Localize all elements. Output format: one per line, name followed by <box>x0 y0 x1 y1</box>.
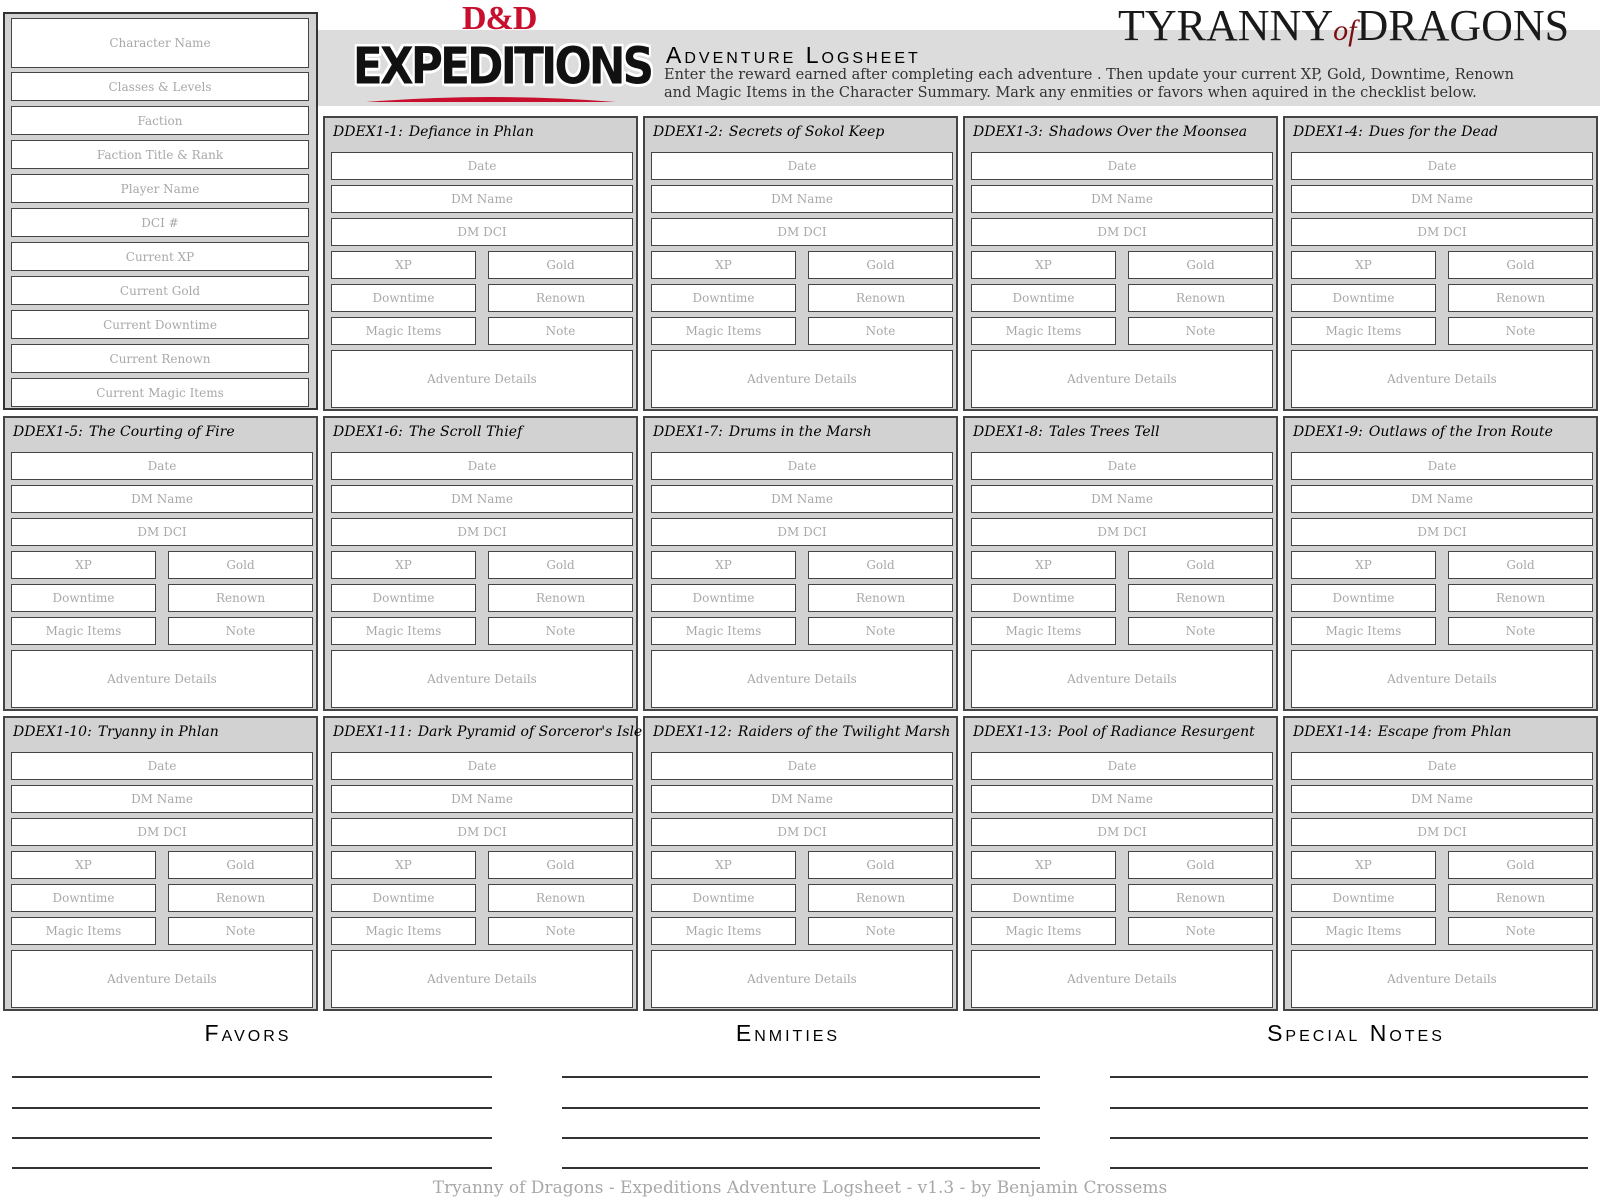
expeditions-swoosh <box>366 94 616 104</box>
downtime-field[interactable]: Downtime <box>331 284 476 312</box>
note-field[interactable]: Note <box>1448 317 1593 345</box>
special-note-line[interactable] <box>1110 1167 1588 1169</box>
enmity-line[interactable] <box>562 1167 1040 1169</box>
note-field[interactable]: Note <box>488 617 633 645</box>
gold-field[interactable]: Gold <box>808 551 953 579</box>
note-field[interactable]: Note <box>1128 917 1273 945</box>
note-field[interactable]: Note <box>1448 917 1593 945</box>
adventure-details-field[interactable]: Adventure Details <box>331 650 633 708</box>
adventure-code: DDEX1-14: <box>1293 724 1372 740</box>
adventure-name: Tales Trees Tell <box>1048 424 1160 440</box>
dm-name-field[interactable]: DM Name <box>1291 785 1593 813</box>
adventure-name: Secrets of Sokol Keep <box>728 124 885 140</box>
gold-field[interactable]: Gold <box>1448 551 1593 579</box>
date-field[interactable]: Date <box>971 152 1273 180</box>
magic-items-field[interactable]: Magic Items <box>971 617 1116 645</box>
renown-field[interactable]: Renown <box>808 884 953 912</box>
downtime-field[interactable]: Downtime <box>1291 584 1436 612</box>
special-note-line[interactable] <box>1110 1137 1588 1139</box>
dm-dci-field[interactable]: DM DCI <box>1291 518 1593 546</box>
renown-field[interactable]: Renown <box>1448 284 1593 312</box>
current-renown-field[interactable]: Current Renown <box>11 344 309 373</box>
adventure-code: DDEX1-4: <box>1293 124 1363 140</box>
gold-field[interactable]: Gold <box>1448 851 1593 879</box>
dm-name-field[interactable]: DM Name <box>1291 185 1593 213</box>
gold-field[interactable]: Gold <box>1128 251 1273 279</box>
adventure-title <box>1293 424 1553 440</box>
tyranny-logo-dragons: DRAGONS <box>1356 1 1570 50</box>
dm-dci-field[interactable]: DM DCI <box>331 218 633 246</box>
xp-field[interactable]: XP <box>971 551 1116 579</box>
dm-dci-field[interactable]: DM DCI <box>11 818 313 846</box>
adventure-details-field[interactable]: Adventure Details <box>971 350 1273 408</box>
note-field[interactable]: Note <box>1448 617 1593 645</box>
current-xp-field[interactable]: Current XP <box>11 242 309 271</box>
adventure-name: Raiders of the Twilight Marsh <box>737 724 951 740</box>
renown-field[interactable]: Renown <box>488 884 633 912</box>
downtime-field[interactable]: Downtime <box>331 584 476 612</box>
note-field[interactable]: Note <box>168 617 313 645</box>
special-note-line[interactable] <box>1110 1107 1588 1109</box>
faction-field[interactable]: Faction <box>11 106 309 135</box>
adventure-title <box>973 424 1160 440</box>
downtime-field[interactable]: Downtime <box>11 584 156 612</box>
adventure-card <box>963 416 1278 711</box>
dm-dci-field[interactable]: DM DCI <box>1291 218 1593 246</box>
adventure-name: Defiance in Phlan <box>408 124 534 140</box>
xp-field[interactable]: XP <box>1291 551 1436 579</box>
downtime-field[interactable]: Downtime <box>331 884 476 912</box>
gold-field[interactable]: Gold <box>488 251 633 279</box>
dm-name-field[interactable]: DM Name <box>651 485 953 513</box>
gold-field[interactable]: Gold <box>168 551 313 579</box>
adventure-card <box>323 416 638 711</box>
adventure-title <box>333 724 642 740</box>
adventure-name: Dark Pyramid of Sorceror's Isle <box>417 724 643 740</box>
magic-items-field[interactable]: Magic Items <box>971 917 1116 945</box>
date-field[interactable]: Date <box>1291 752 1593 780</box>
adventure-code: DDEX1-10: <box>13 724 92 740</box>
renown-field[interactable]: Renown <box>808 584 953 612</box>
dm-dci-field[interactable]: DM DCI <box>651 818 953 846</box>
adventure-title <box>13 424 235 440</box>
favor-line[interactable] <box>12 1167 492 1169</box>
adventure-name: The Courting of Fire <box>88 424 235 440</box>
renown-field[interactable]: Renown <box>488 284 633 312</box>
dm-name-field[interactable]: DM Name <box>971 185 1273 213</box>
date-field[interactable]: Date <box>331 152 633 180</box>
dm-dci-field[interactable]: DM DCI <box>651 518 953 546</box>
dci-field[interactable]: DCI # <box>11 208 309 237</box>
date-field[interactable]: Date <box>651 752 953 780</box>
adventure-code: DDEX1-7: <box>653 424 723 440</box>
downtime-field[interactable]: Downtime <box>971 284 1116 312</box>
favor-line[interactable] <box>12 1137 492 1139</box>
note-field[interactable]: Note <box>808 317 953 345</box>
xp-field[interactable]: XP <box>1291 251 1436 279</box>
xp-field[interactable]: XP <box>971 251 1116 279</box>
dm-name-field[interactable]: DM Name <box>651 785 953 813</box>
dnd-logo: D&D <box>462 0 537 37</box>
adventure-title <box>653 424 872 440</box>
adventure-title <box>13 724 219 740</box>
special-note-line[interactable] <box>1110 1076 1588 1078</box>
dm-name-field[interactable]: DM Name <box>651 185 953 213</box>
gold-field[interactable]: Gold <box>168 851 313 879</box>
gold-field[interactable]: Gold <box>1128 551 1273 579</box>
dm-name-field[interactable]: DM Name <box>971 485 1273 513</box>
gold-field[interactable]: Gold <box>488 551 633 579</box>
magic-items-field[interactable]: Magic Items <box>651 917 796 945</box>
adventure-name: Escape from Phlan <box>1377 724 1512 740</box>
downtime-field[interactable]: Downtime <box>971 584 1116 612</box>
adventure-name: Dues for the Dead <box>1368 124 1499 140</box>
adventure-title <box>1293 724 1511 740</box>
note-field[interactable]: Note <box>808 917 953 945</box>
date-field[interactable]: Date <box>651 152 953 180</box>
page-title: Adventure Logsheet <box>666 42 921 68</box>
adventure-code: DDEX1-3: <box>973 124 1043 140</box>
date-field[interactable]: Date <box>11 452 313 480</box>
current-magic-items-field[interactable]: Current Magic Items <box>11 378 309 407</box>
magic-items-field[interactable]: Magic Items <box>971 317 1116 345</box>
adventure-details-field[interactable]: Adventure Details <box>1291 350 1593 408</box>
xp-field[interactable]: XP <box>651 851 796 879</box>
magic-items-field[interactable]: Magic Items <box>1291 917 1436 945</box>
date-field[interactable]: Date <box>11 752 313 780</box>
adventure-details-field[interactable]: Adventure Details <box>651 950 953 1008</box>
date-field[interactable]: Date <box>651 452 953 480</box>
gold-field[interactable]: Gold <box>808 251 953 279</box>
adventure-title <box>1293 124 1498 140</box>
magic-items-field[interactable]: Magic Items <box>651 317 796 345</box>
adventure-title <box>973 724 1255 740</box>
adventure-details-field[interactable]: Adventure Details <box>1291 950 1593 1008</box>
date-field[interactable]: Date <box>331 452 633 480</box>
renown-field[interactable]: Renown <box>1128 284 1273 312</box>
enmities-heading: Enmities <box>735 1020 841 1046</box>
dm-dci-field[interactable]: DM DCI <box>971 218 1273 246</box>
player-name-field[interactable]: Player Name <box>11 174 309 203</box>
adventure-code: DDEX1-6: <box>333 424 403 440</box>
adventure-details-field[interactable]: Adventure Details <box>651 350 953 408</box>
current-downtime-field[interactable]: Current Downtime <box>11 310 309 339</box>
expeditions-logo: EXPEDITIONS <box>352 36 652 96</box>
xp-field[interactable]: XP <box>331 851 476 879</box>
note-field[interactable]: Note <box>808 617 953 645</box>
xp-field[interactable]: XP <box>1291 851 1436 879</box>
xp-field[interactable]: XP <box>331 551 476 579</box>
adventure-details-field[interactable]: Adventure Details <box>971 950 1273 1008</box>
dm-name-field[interactable]: DM Name <box>11 485 313 513</box>
gold-field[interactable]: Gold <box>808 851 953 879</box>
xp-field[interactable]: XP <box>11 551 156 579</box>
adventure-title <box>333 424 522 440</box>
faction-title-field[interactable]: Faction Title & Rank <box>11 140 309 169</box>
magic-items-field[interactable]: Magic Items <box>651 617 796 645</box>
date-field[interactable]: Date <box>971 752 1273 780</box>
adventure-code: DDEX1-9: <box>1293 424 1363 440</box>
dm-name-field[interactable]: DM Name <box>331 785 633 813</box>
favor-line[interactable] <box>12 1076 492 1078</box>
adventure-name: Tryanny in Phlan <box>97 724 219 740</box>
renown-field[interactable]: Renown <box>1128 584 1273 612</box>
dm-name-field[interactable]: DM Name <box>331 185 633 213</box>
dm-name-field[interactable]: DM Name <box>331 485 633 513</box>
dm-name-field[interactable]: DM Name <box>1291 485 1593 513</box>
dm-dci-field[interactable]: DM DCI <box>331 518 633 546</box>
xp-field[interactable]: XP <box>651 551 796 579</box>
favors-heading: Favors <box>204 1020 292 1046</box>
tyranny-logo-word: TYRANNY <box>1118 1 1334 50</box>
date-field[interactable]: Date <box>1291 152 1593 180</box>
adventure-card <box>323 116 638 411</box>
downtime-field[interactable]: Downtime <box>1291 284 1436 312</box>
downtime-field[interactable]: Downtime <box>971 884 1116 912</box>
adventure-card <box>3 716 318 1011</box>
adventure-card <box>643 116 958 411</box>
footer-credit: Tryanny of Dragons - Expeditions Adventure Logsheet - v1.3 - by Benjamin Crossems <box>432 1178 1168 1198</box>
dm-name-field[interactable]: DM Name <box>11 785 313 813</box>
magic-items-field[interactable]: Magic Items <box>331 617 476 645</box>
note-field[interactable]: Note <box>168 917 313 945</box>
xp-field[interactable]: XP <box>971 851 1116 879</box>
magic-items-field[interactable]: Magic Items <box>331 917 476 945</box>
adventure-details-field[interactable]: Adventure Details <box>651 650 953 708</box>
adventure-title <box>653 724 950 740</box>
adventure-details-field[interactable]: Adventure Details <box>331 950 633 1008</box>
adventure-details-field[interactable]: Adventure Details <box>1291 650 1593 708</box>
note-field[interactable]: Note <box>1128 317 1273 345</box>
xp-field[interactable]: XP <box>651 251 796 279</box>
downtime-field[interactable]: Downtime <box>11 884 156 912</box>
tyranny-logo-of: of <box>1333 14 1357 47</box>
dm-dci-field[interactable]: DM DCI <box>651 218 953 246</box>
favor-line[interactable] <box>12 1107 492 1109</box>
adventure-name: Shadows Over the Moonsea <box>1048 124 1248 140</box>
adventure-details-field[interactable]: Adventure Details <box>11 650 313 708</box>
adventure-name: Drums in the Marsh <box>728 424 872 440</box>
dm-dci-field[interactable]: DM DCI <box>1291 818 1593 846</box>
adventure-card <box>643 716 958 1011</box>
dm-name-field[interactable]: DM Name <box>971 785 1273 813</box>
adventure-details-field[interactable]: Adventure Details <box>11 950 313 1008</box>
adventure-name: The Scroll Thief <box>408 424 523 440</box>
adventure-code: DDEX1-8: <box>973 424 1043 440</box>
downtime-field[interactable]: Downtime <box>651 284 796 312</box>
adventure-name: Outlaws of the Iron Route <box>1368 424 1553 440</box>
classes-levels-field[interactable]: Classes & Levels <box>11 72 309 101</box>
renown-field[interactable]: Renown <box>488 584 633 612</box>
renown-field[interactable]: Renown <box>168 584 313 612</box>
xp-field[interactable]: XP <box>11 851 156 879</box>
dm-dci-field[interactable]: DM DCI <box>11 518 313 546</box>
enmity-line[interactable] <box>562 1107 1040 1109</box>
adventure-code: DDEX1-12: <box>653 724 732 740</box>
adventure-code: DDEX1-13: <box>973 724 1052 740</box>
tyranny-of-dragons-logo <box>1118 0 1569 51</box>
magic-items-field[interactable]: Magic Items <box>1291 317 1436 345</box>
magic-items-field[interactable]: Magic Items <box>11 917 156 945</box>
enmity-line[interactable] <box>562 1137 1040 1139</box>
gold-field[interactable]: Gold <box>1448 251 1593 279</box>
date-field[interactable]: Date <box>331 752 633 780</box>
adventure-code: DDEX1-5: <box>13 424 83 440</box>
adventure-name: Pool of Radiance Resurgent <box>1057 724 1255 740</box>
note-field[interactable]: Note <box>1128 617 1273 645</box>
renown-field[interactable]: Renown <box>808 284 953 312</box>
note-field[interactable]: Note <box>488 917 633 945</box>
adventure-code: DDEX1-2: <box>653 124 723 140</box>
dm-dci-field[interactable]: DM DCI <box>331 818 633 846</box>
gold-field[interactable]: Gold <box>1128 851 1273 879</box>
downtime-field[interactable]: Downtime <box>1291 884 1436 912</box>
date-field[interactable]: Date <box>971 452 1273 480</box>
magic-items-field[interactable]: Magic Items <box>331 317 476 345</box>
adventure-code: DDEX1-1: <box>333 124 403 140</box>
downtime-field[interactable]: Downtime <box>651 884 796 912</box>
adventure-card <box>1283 416 1598 711</box>
gold-field[interactable]: Gold <box>488 851 633 879</box>
downtime-field[interactable]: Downtime <box>651 584 796 612</box>
note-field[interactable]: Note <box>488 317 633 345</box>
xp-field[interactable]: XP <box>331 251 476 279</box>
adventure-details-field[interactable]: Adventure Details <box>331 350 633 408</box>
adventure-card <box>1283 116 1598 411</box>
character-name-field[interactable]: Character Name <box>11 18 309 68</box>
renown-field[interactable]: Renown <box>1448 584 1593 612</box>
enmity-line[interactable] <box>562 1076 1040 1078</box>
adventure-title <box>653 124 884 140</box>
magic-items-field[interactable]: Magic Items <box>11 617 156 645</box>
adventure-card <box>963 716 1278 1011</box>
adventure-title <box>333 124 534 140</box>
adventure-code: DDEX1-11: <box>333 724 412 740</box>
renown-field[interactable]: Renown <box>1448 884 1593 912</box>
date-field[interactable]: Date <box>1291 452 1593 480</box>
renown-field[interactable]: Renown <box>168 884 313 912</box>
adventure-card <box>963 116 1278 411</box>
adventure-card <box>323 716 643 1011</box>
special-notes-heading: Special Notes <box>1267 1020 1445 1046</box>
page-description: Enter the reward earned after completing each adventure . Then update your current XP, Gold, Downtime, Renown and Magic Items in the Character Summary. Mark any enmities or favors when aquired in the checklist below. <box>664 67 1515 101</box>
renown-field[interactable]: Renown <box>1128 884 1273 912</box>
adventure-card <box>3 416 318 711</box>
character-summary <box>3 12 318 410</box>
current-gold-field[interactable]: Current Gold <box>11 276 309 305</box>
dm-dci-field[interactable]: DM DCI <box>971 518 1273 546</box>
adventure-title <box>973 124 1247 140</box>
magic-items-field[interactable]: Magic Items <box>1291 617 1436 645</box>
dm-dci-field[interactable]: DM DCI <box>971 818 1273 846</box>
adventure-card <box>643 416 958 711</box>
adventure-card <box>1283 716 1598 1011</box>
adventure-details-field[interactable]: Adventure Details <box>971 650 1273 708</box>
